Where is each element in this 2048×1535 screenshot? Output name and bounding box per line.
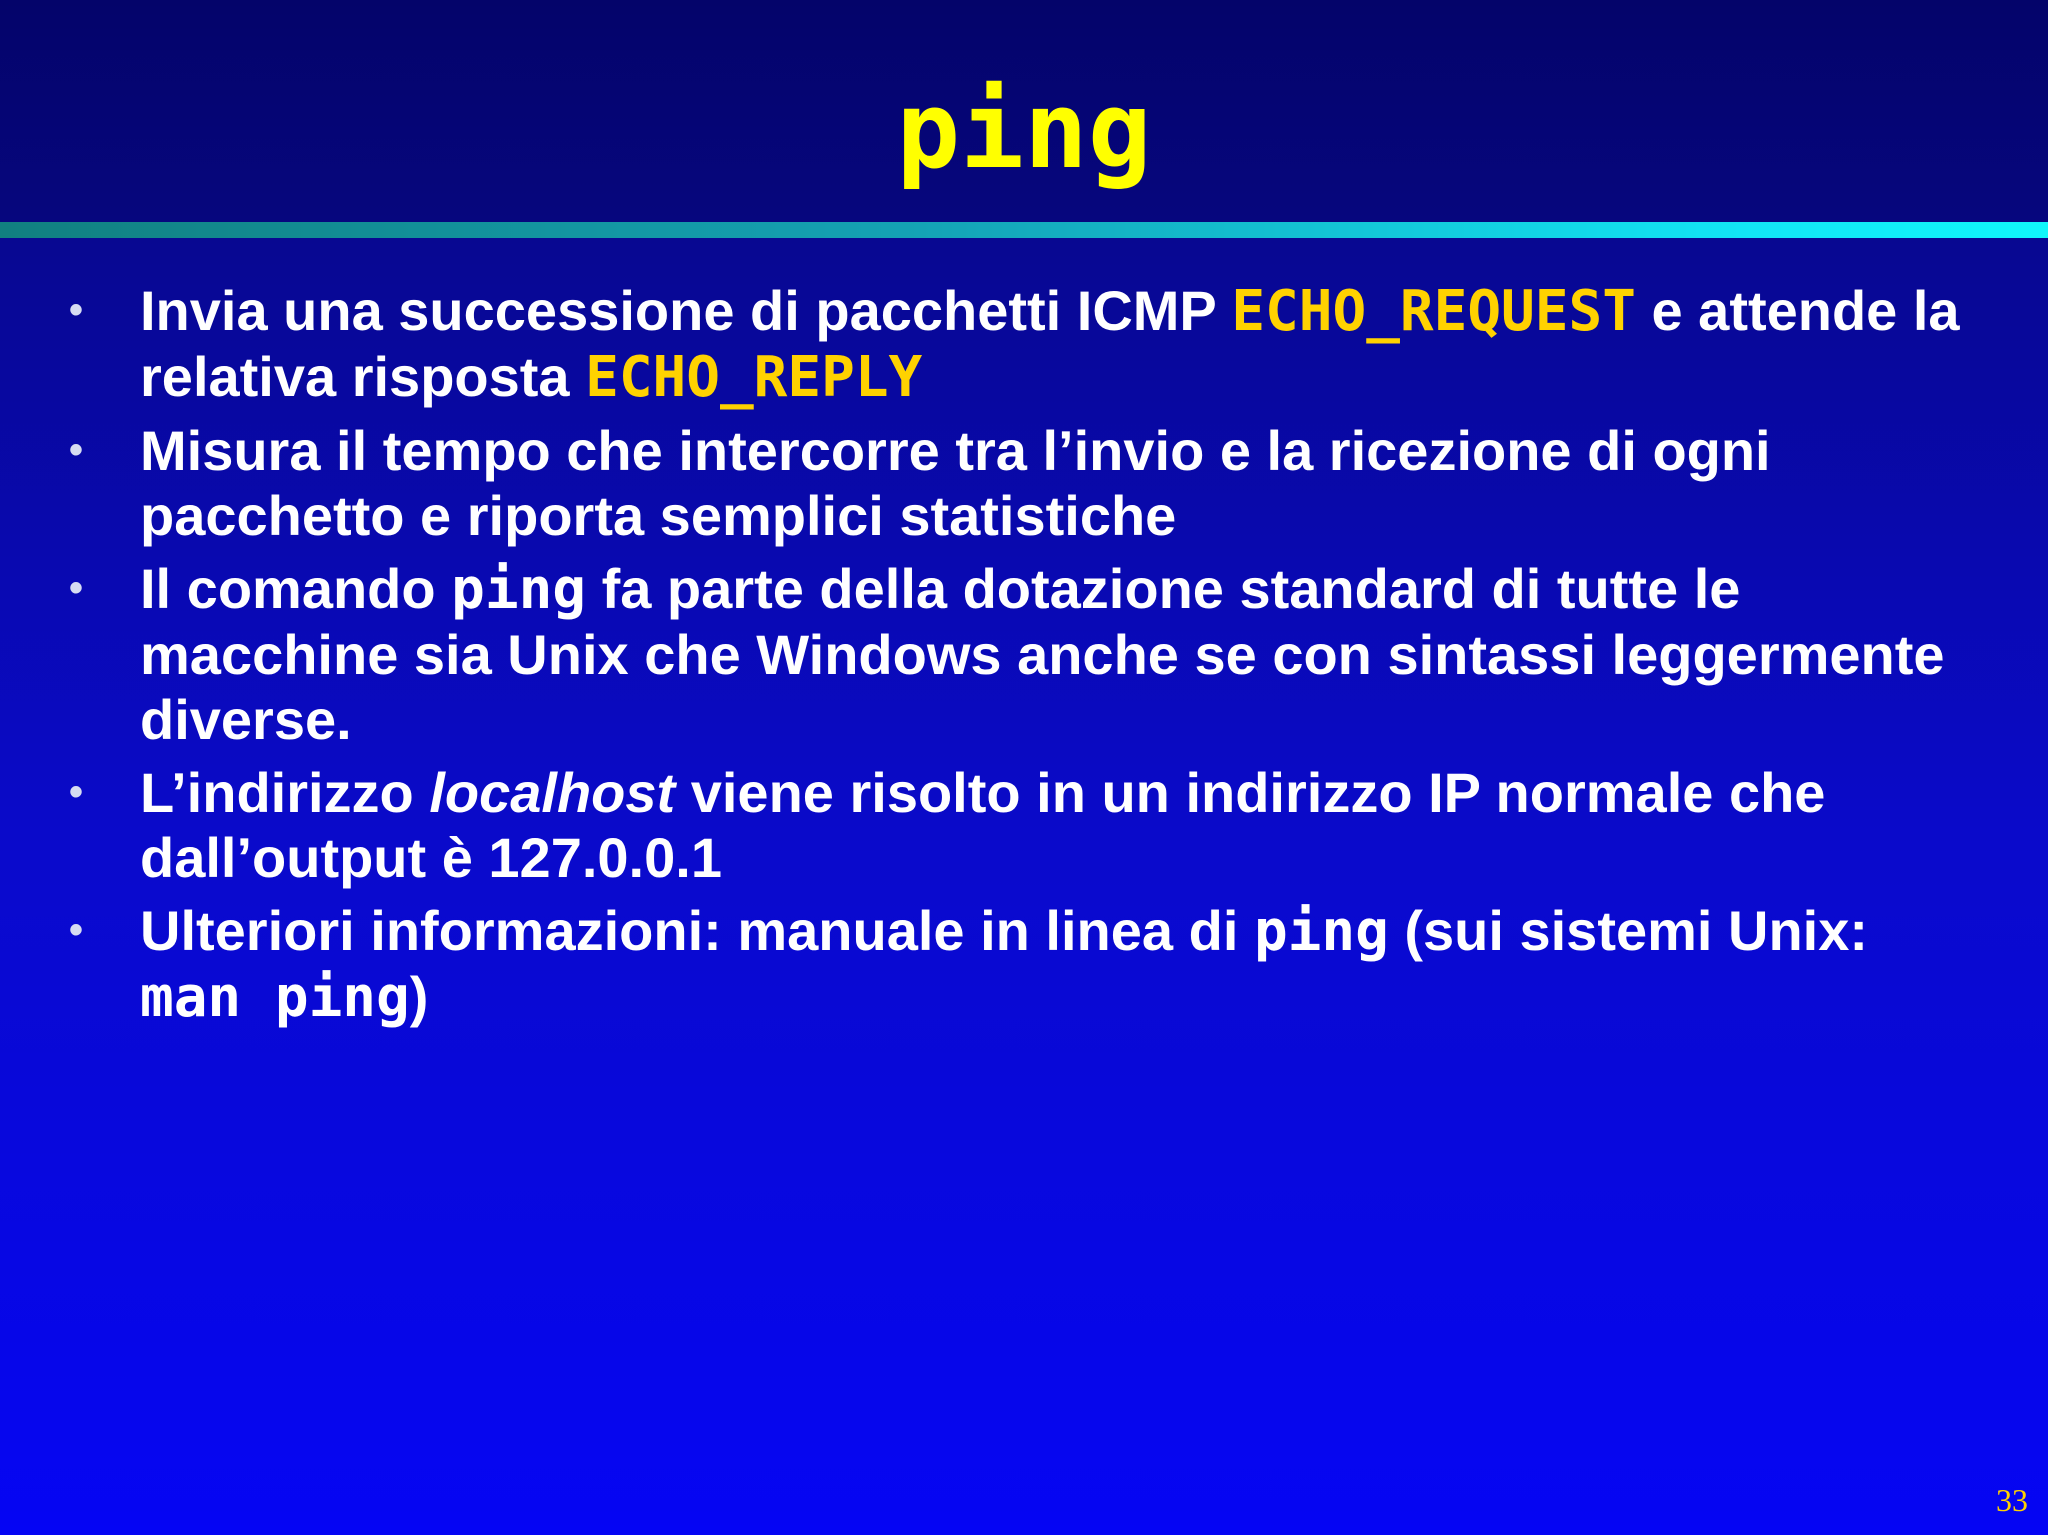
- bullet-marker-icon: •: [69, 908, 84, 952]
- bullet-item-localhost: [0, 760, 2048, 890]
- command-ping: ping: [1253, 899, 1389, 964]
- slide-title: ping: [896, 69, 1152, 192]
- bullet-text: Ulteriori informazioni: manuale in linea di: [140, 899, 1254, 962]
- bullet-marker-icon: •: [69, 428, 84, 472]
- bullet-text: Misura il tempo che intercorre tra l’invio e la ricezione di ogni pacchetto e riporta semplici statistiche: [140, 419, 1771, 547]
- bullet-text: fa parte della dotazione standard di tutte le macchine sia Unix che Windows anche se con sintassi leggermente diverse.: [140, 557, 1945, 751]
- title-band: [0, 0, 2048, 222]
- bullet-text: Il comando: [140, 557, 452, 620]
- bullet-text: (sui sistemi Unix:: [1388, 899, 1869, 962]
- bullet-text: Invia una successione di pacchetti ICMP: [140, 279, 1232, 342]
- bullet-marker-icon: •: [69, 770, 84, 814]
- code-echo-reply: ECHO_REPLY: [585, 345, 923, 410]
- bullet-text: ): [409, 965, 429, 1028]
- bullet-list: [0, 278, 2048, 1038]
- bullet-text: e attende la relativa risposta: [140, 279, 1960, 408]
- command-man-ping: man ping: [140, 965, 410, 1030]
- code-echo-request: ECHO_REQUEST: [1231, 279, 1636, 344]
- title-divider: [0, 222, 2048, 238]
- bullet-marker-icon: •: [69, 288, 84, 332]
- page-number: 33: [1996, 1482, 2028, 1518]
- bullet-item-timing: [0, 418, 2048, 548]
- bullet-marker-icon: •: [69, 566, 84, 610]
- bullet-item-more-info: [0, 898, 2048, 1030]
- bullet-text: L’indirizzo: [140, 761, 430, 824]
- localhost-term: localhost: [429, 761, 676, 824]
- bullet-item-echo-request: [0, 278, 2048, 410]
- command-ping: ping: [451, 557, 587, 622]
- bullet-text: viene risolto in un indirizzo IP normale che dall’output è 127.0.0.1: [140, 761, 1826, 889]
- bullet-item-standard-command: [0, 556, 2048, 752]
